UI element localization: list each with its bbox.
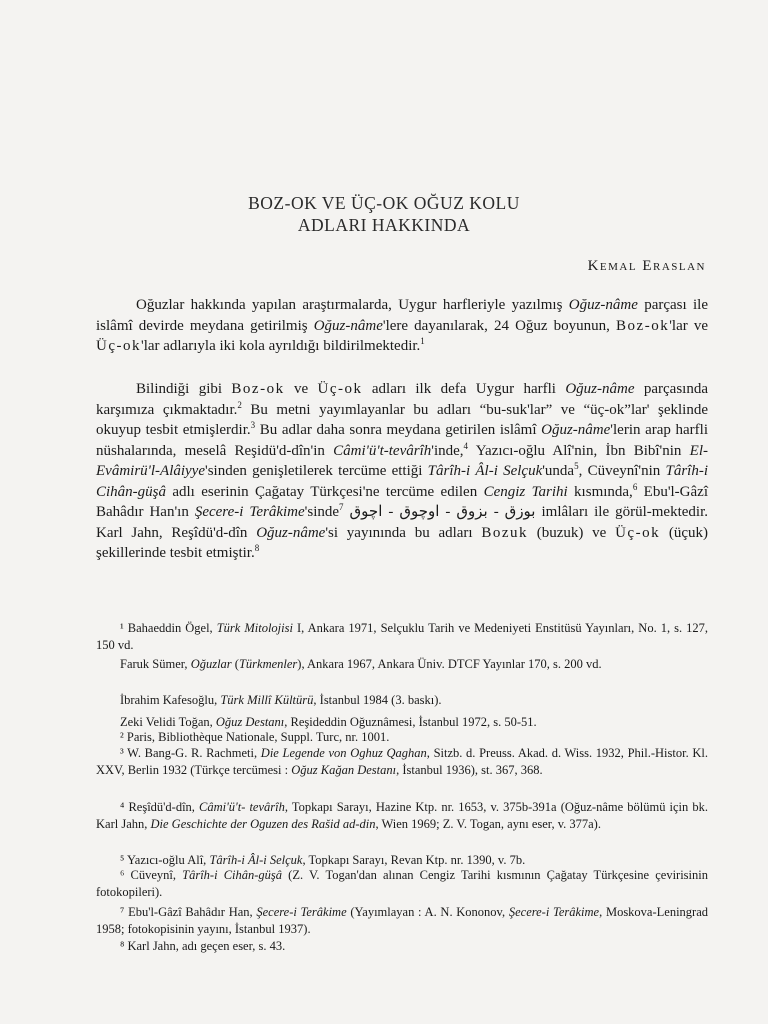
text-run: Oğuz-nâme: [565, 381, 635, 397]
text-run: Şecere-i Terâkime: [256, 905, 347, 919]
footnote-ref: 5: [574, 461, 579, 471]
text-run: ³ W. Bang-G. R. Rachmeti,: [120, 746, 261, 760]
text-run: Târîh-i Âl-i Selçuk: [209, 853, 303, 867]
text-run: parçasında karşımıza çıkmaktadır.: [96, 381, 708, 418]
footnote-6: [96, 867, 708, 900]
text-run: Câmi'ü't- tevârîh: [199, 800, 285, 814]
text-run: Türk Mitolojisi: [216, 621, 293, 635]
author-name: Kemal Eraslan: [587, 258, 706, 274]
text-run: Oğuz-nâme: [313, 317, 383, 334]
text-run: Faruk Sümer,: [120, 657, 191, 671]
footnote-7: [96, 904, 708, 937]
text-run: İbrahim Kafesoğlu,: [120, 693, 221, 707]
text-run: Die Geschichte der Oguzen des Rašid ad-din: [150, 816, 376, 831]
text-run: 'sinde: [304, 504, 340, 520]
text-run: Bu metni yayımlayanlar bu adları “bu-suk'lar” ve “üç-ok”lar' şeklinde okuyup tesbit etmişlerdir.: [96, 401, 708, 438]
text-run: Câmi'ü't-tevârîh: [333, 442, 432, 459]
text-run: Oğuz Kağan Destanı: [291, 762, 397, 777]
text-run: Cengiz Tarihi: [483, 483, 568, 500]
text-run: , Cüveynî'nin: [578, 463, 666, 479]
text-run: Türk Millî Kültürü: [220, 693, 314, 707]
text-run: ), Ankara 1967, Ankara Üniv. DTCF Yayınlar 170, s. 200 vd.: [297, 657, 602, 671]
text-run: Die Legende von Oghuz Qaghan: [260, 746, 427, 760]
text-run: Oğuz Destanı: [215, 715, 285, 729]
text-run: ² Paris, Bibliothèque Nationale, Suppl. Turc, nr. 1001.: [120, 730, 390, 744]
footnote-2: [120, 729, 708, 746]
text-run: (üçuk) şekillerinde tesbit etmiştir.: [96, 524, 708, 561]
article-title-line-2: ADLARI HAKKINDA: [297, 215, 471, 235]
text-run: imlâları ile görül-mektedir. Karl Jahn, Reşîdü'd-dîn: [96, 504, 708, 541]
footnote-ref: 3: [250, 420, 256, 430]
article-title-line-1: BOZ-OK VE ÜÇ-OK OĞUZ KOLU: [248, 193, 520, 213]
footnote-1-sumer: [96, 656, 708, 673]
text-run: Üç-ok: [317, 381, 363, 397]
text-run: Oğuz-nâme: [541, 422, 611, 438]
footnote-3: [96, 745, 708, 778]
text-run: (Z. V. Togan'dan alınan Cengiz Tarihi kısmının Çağatay Türkçesine çevirisinin fotokopileri).: [96, 868, 708, 899]
footnote-1-kafesoglu: [120, 692, 708, 709]
text-run: Ebu'l-Gâzî Bahâdır Han'ın: [96, 483, 708, 520]
text-run: kısmında,: [567, 483, 633, 500]
text-run: Üç-ok: [615, 524, 661, 541]
arabic-spellings: بوزق - بزوق - اوچوق - اچوق: [343, 504, 542, 520]
footnote-4: [96, 799, 708, 832]
footnote-ref: 7: [339, 502, 344, 512]
text-run: adlı eserinin Çağatay Türkçesi'ne tercüme edilen: [166, 483, 484, 500]
text-run: , Topkapı Sarayı, Revan Ktp. nr. 1390, v. 7b.: [302, 853, 526, 867]
text-run: Boz-ok: [231, 381, 285, 397]
text-run: Zeki Velidi Toğan,: [120, 715, 216, 729]
text-run: adları ilk defa Uygur harfli: [362, 381, 566, 397]
text-run: ¹ Bahaeddin Ögel,: [120, 621, 217, 635]
text-run: Şecere-i Terâkime: [194, 504, 305, 520]
text-run: Boz-ok: [616, 317, 670, 334]
text-run: , İstanbul 1936), st. 367, 368.: [396, 762, 543, 777]
text-run: 'lar ve: [669, 317, 709, 334]
footnote-ref: 6: [632, 481, 638, 492]
paragraph-2: [96, 379, 708, 564]
paragraph-1: [96, 295, 708, 357]
text-run: Türkmenler: [238, 657, 298, 671]
text-run: ve: [284, 381, 318, 397]
text-run: Bu adlar daha sonra meydana getirilen islâmî: [255, 422, 542, 438]
text-run: Yazıcı-oğlu Alî'nin, İbn Bibî'nin: [468, 442, 690, 459]
text-run: (Yayımlayan : A. N. Kononov,: [346, 905, 509, 919]
footnote-ref: 4: [463, 440, 469, 451]
text-run: , İstanbul 1984 (3. baskı).: [313, 693, 442, 707]
text-run: , Reşideddin Oğuznâmesi, İstanbul 1972, s. 50-51.: [284, 715, 537, 729]
text-run: Şecere-i Terâkime: [508, 905, 600, 919]
text-run: I, Ankara 1971, Selçuklu Tarih ve Medeniyeti Enstitüsü Yayınları, No. 1, s. 127, 150 vd.: [96, 621, 708, 652]
text-run: , Moskova-Leningrad 1958; fotokopisinin yayını, İstanbul 1937).: [96, 905, 709, 936]
text-run: ⁷ Ebu'l-Gâzî Bahâdır Han,: [120, 905, 257, 919]
text-run: Târîh-i Âl-i Selçuk: [427, 463, 543, 479]
text-run: , Topkapı Sarayı, Hazine Ktp. nr. 1653, v. 375b-391a (Oğuz-nâme bölümü için bk. Karl Jahn,: [96, 800, 709, 831]
text-run: 'unda: [542, 463, 575, 479]
text-run: Bozuk: [481, 524, 529, 541]
text-run: , Wien 1969; Z. V. Togan, aynı eser, v. 377a).: [375, 816, 601, 831]
text-run: (buzuk) ve: [528, 524, 616, 541]
footnote-ref: 2: [237, 399, 242, 410]
text-run: parçası ile islâmî devirde meydana getirilmiş: [96, 297, 708, 334]
text-run: ⁴ Reşîdü'd-dîn,: [120, 800, 200, 814]
footnote-ref: 8: [254, 543, 260, 553]
text-run: 'lerin arap harfli nüshalarında, meselâ Reşidü'd-dîn'in: [96, 422, 709, 459]
text-run: 'inde,: [431, 442, 464, 459]
text-run: El-Evâmirü'l-Alâiyye: [96, 442, 708, 479]
text-run: 'lere dayanılarak, 24 Oğuz boyunun,: [382, 317, 617, 334]
text-run: 'sinden genişletilerek tercüme ettiği: [205, 463, 428, 479]
footnote-8: [96, 938, 708, 955]
text-run: Bilindiği gibi: [136, 381, 232, 397]
text-run: ⁶ Cüveynî,: [120, 868, 183, 882]
text-run: Oğuzlar hakkında yapılan araştırmalarda, Uygur harfleriyle yazılmış: [136, 297, 569, 313]
text-run: 'lar adlarıyla iki kola ayrıldığı bildirilmektedir.: [141, 338, 421, 354]
footnote-ref: 1: [420, 336, 425, 346]
text-run: Oğuz-nâme: [568, 297, 638, 313]
text-run: Üç-ok: [96, 338, 141, 354]
text-run: 'si yayınında bu adları: [325, 524, 482, 541]
text-run: Oğuz-nâme: [256, 524, 326, 541]
footnote-1: [96, 620, 708, 653]
text-run: ⁸ Karl Jahn, adı geçen eser, s. 43.: [120, 939, 286, 953]
text-run: Târîh-i Cihân-güşâ: [96, 463, 709, 500]
text-run: Oğuzlar: [190, 657, 232, 671]
text-run: (: [231, 657, 239, 671]
text-run: ⁵ Yazıcı-oğlu Alî,: [120, 853, 210, 867]
text-run: , Sitzb. d. Preuss. Akad. d. Wiss. 1932, Phil.-Histor. Kl. XXV, Berlin 1932 (Türkçe tercümesi :: [96, 746, 708, 777]
text-run: Târîh-i Cihân-güşâ: [182, 868, 283, 882]
